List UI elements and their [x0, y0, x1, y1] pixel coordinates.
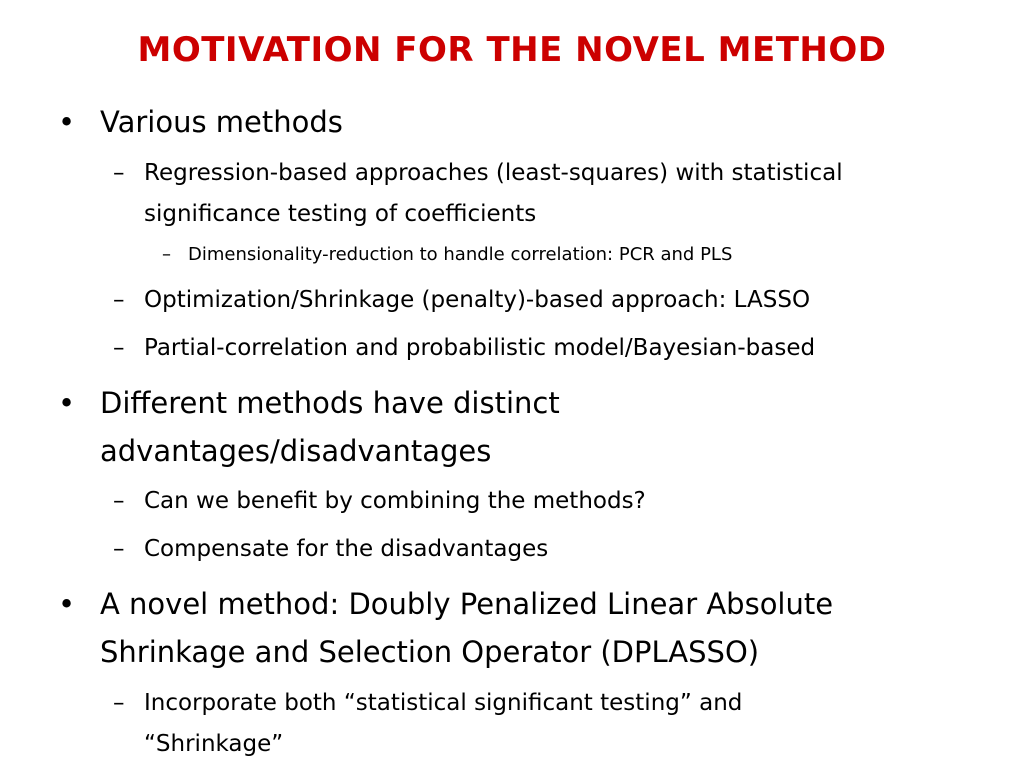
bullet-text: advantages/disadvantages	[100, 434, 492, 468]
bullet-marker: •	[58, 105, 76, 139]
bullet-text: Shrinkage and Selection Operator (DPLASSO)	[100, 635, 760, 669]
bullet-marker: •	[58, 386, 76, 420]
bullet-item-various-methods	[58, 98, 343, 146]
bullet-text: A novel method: Doubly Penalized Linear Absolute	[100, 587, 834, 621]
sub-item-text: “Shrinkage”	[144, 731, 284, 757]
sub-item-text: Partial-correlation and probabilistic model/Bayesian-based	[144, 335, 816, 361]
sub-item-combining	[113, 481, 646, 522]
sub-item-text: Compensate for the disadvantages	[144, 536, 549, 562]
bullet-item-different-methods	[58, 379, 560, 475]
dash-marker: –	[113, 160, 125, 186]
dash-marker: –	[113, 287, 125, 313]
bullet-text: Different methods have distinct	[100, 386, 560, 420]
bullet-marker: •	[58, 587, 76, 621]
dash-marker: –	[113, 488, 125, 514]
sub-item-compensate	[113, 529, 549, 570]
sub-item-regression	[113, 153, 843, 235]
subsub-item-text: Dimensionality-reduction to handle correlation: PCR and PLS	[188, 244, 733, 265]
sub-item-incorporate	[113, 683, 743, 765]
dash-marker: –	[162, 244, 171, 265]
sub-item-text: Can we benefit by combining the methods?	[144, 488, 646, 514]
sub-item-text: significance testing of coefficients	[144, 201, 537, 227]
dash-marker: –	[113, 335, 125, 361]
sub-item-partial-correlation	[113, 328, 816, 369]
sub-item-text: Optimization/Shrinkage (penalty)-based approach: LASSO	[144, 287, 811, 313]
dash-marker: –	[113, 536, 125, 562]
slide-title: MOTIVATION FOR THE NOVEL METHOD	[137, 30, 887, 70]
subsub-item-dimensionality	[162, 242, 733, 268]
sub-item-text: Incorporate both “statistical significant testing” and	[144, 690, 743, 716]
bullet-text: Various methods	[100, 105, 343, 139]
sub-item-optimization	[113, 280, 811, 321]
sub-item-text: Regression-based approaches (least-squares) with statistical	[144, 160, 843, 186]
bullet-item-novel-method	[58, 580, 834, 676]
dash-marker: –	[113, 690, 125, 716]
